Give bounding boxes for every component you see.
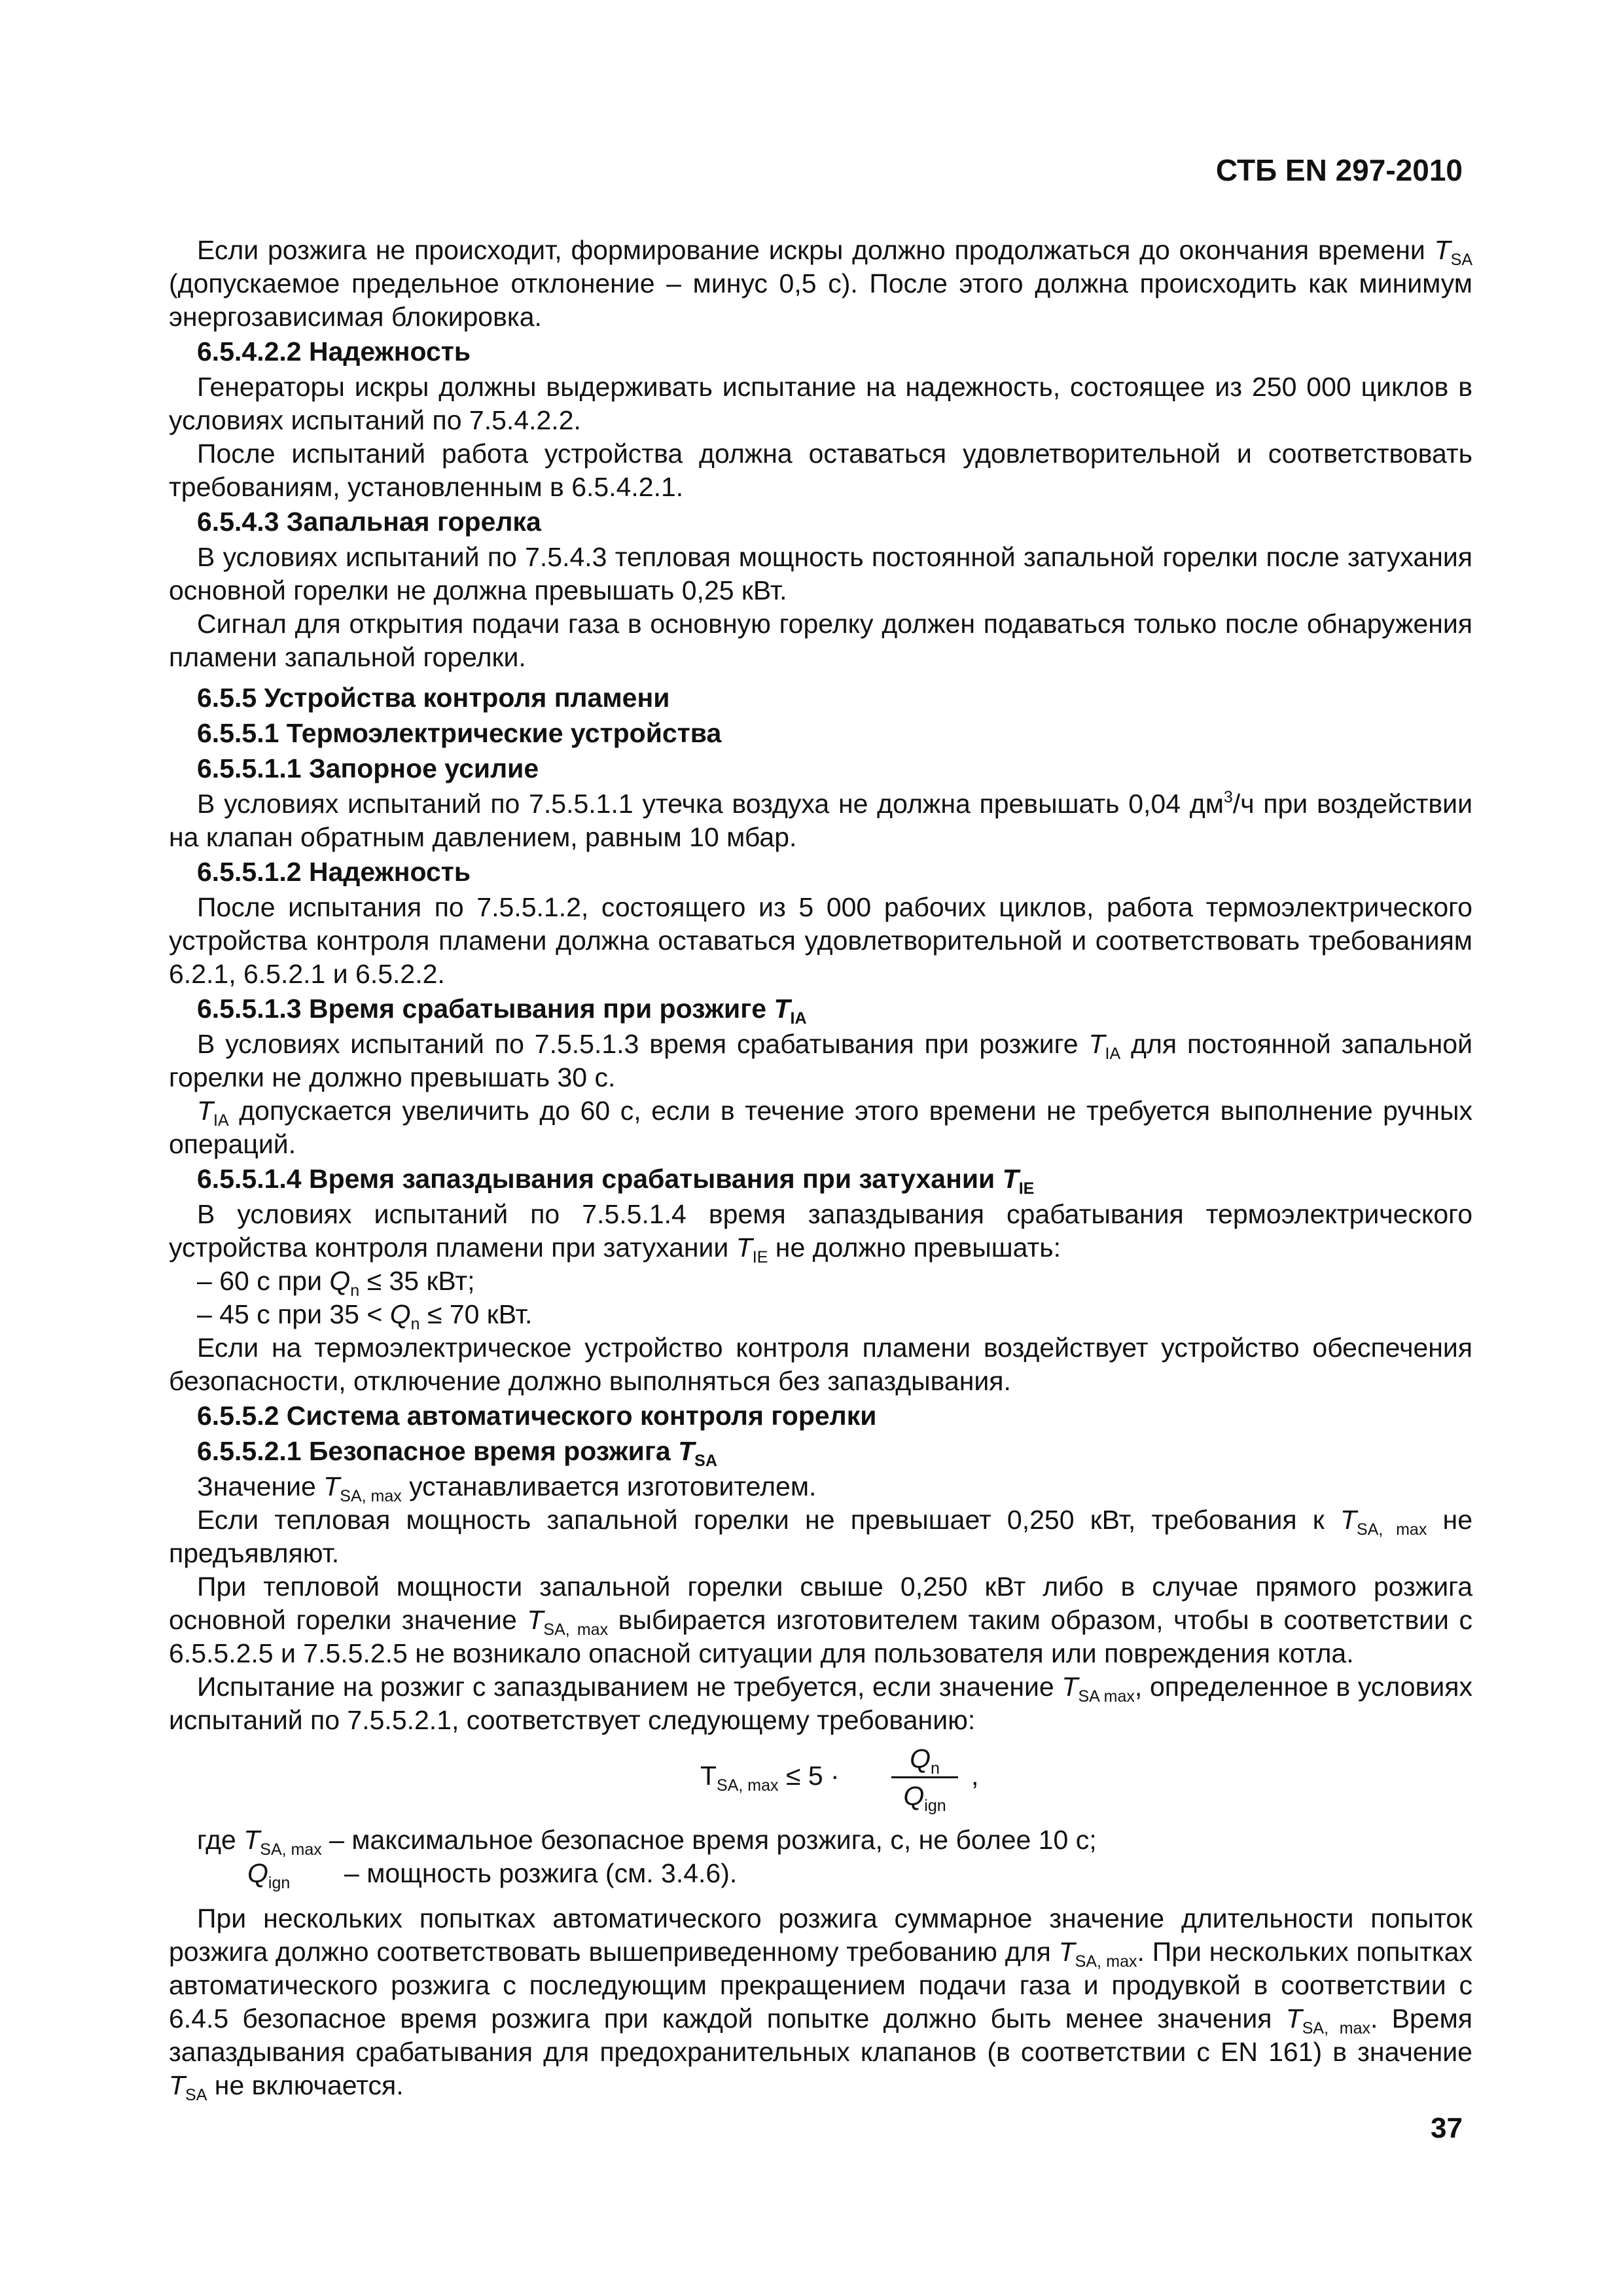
paragraph: После испытания по 7.5.5.1.2, состоящего из 5 000 рабочих циклов, работа термоэлектрического устройства контроля пламени должна оставаться удовлетворительной и соответствовать требованиям 6.2.1, 6.5.2.1 и 6.5.2.2.	[169, 892, 1472, 989]
fraction-denominator: $Q_{ign}$	[903, 1781, 946, 1815]
paragraph: Значение $T_{SA, max}$ устанавливается изготовителем.	[197, 1471, 817, 1505]
section-heading: 6.5.5.1.4 Время запаздывания срабатывания при затухании $T_{IE}$	[197, 1164, 1035, 1198]
paragraph: Если тепловая мощность запальной горелки не превышает 0,250 кВт, требования к $T_{SA, max}$ не предъявляют.	[169, 1505, 1472, 1568]
formula-fraction	[889, 1742, 961, 1815]
paragraph: В условиях испытаний по 7.5.4.3 тепловая мощность постоянной запальной горелки после затухания основной горелки не должна превышать 0,25 кВт.	[169, 542, 1472, 605]
legend-line-qign: – мощность розжига (см. 3.4.6).	[344, 1858, 738, 1888]
paragraph: В условиях испытаний по 7.5.5.1.4 время запаздывания срабатывания термоэлектрического устройства контроля пламени при затухании $T_{IE}$ не должно превышать:	[169, 1199, 1472, 1266]
page-number: 37	[1431, 2112, 1463, 2144]
paragraph: В условиях испытаний по 7.5.5.1.1 утечка воздуха не должна превышать 0,04 $дм^3/ч$ при воздействии на клапан обратным давлением, равным 10 мбар.	[169, 788, 1472, 852]
safety-time-formula	[169, 1740, 1472, 1820]
list-item: – 45 с при $35 < Q_n \le 70$ кВт.	[197, 1299, 533, 1333]
section-heading: 6.5.5.1.2 Надежность	[197, 857, 471, 887]
page-body	[169, 234, 1472, 2102]
list-item: – 60 с при $Q_n \le 35$ кВт;	[197, 1266, 475, 1300]
section-heading: 6.5.5.1.1 Запорное усилие	[197, 753, 539, 783]
paragraph: При тепловой мощности запальной горелки свыше 0,250 кВт либо в случае прямого розжига основной горелки значение $T_{SA, max}$ выбирается изготовителем таким образом, чтобы в соответствии с 6.5.5.2.5 и 7.5.5.2.5 не возникало опасной ситуации для пользователя или повреждения котла.	[169, 1571, 1472, 1668]
section-heading: 6.5.5.1 Термоэлектрические устройства	[197, 718, 722, 748]
paragraph: Если розжига не происходит, формирование искры должно продолжаться до окончания времени $T_{SA}$ (допускаемое предельное отклонение – минус 0,5 с). После этого должна происходить как минимум энергозависимая блокировка.	[169, 235, 1472, 332]
paragraph: При нескольких попытках автоматического розжига суммарное значение длительности попыток розжига должно соответствовать вышеприведенному требованию для $T_{SA, max}$. При нескольких попытках автоматического розжига с последующим прекращением подачи газа и продувкой в соответствии с 6.4.5 безопасное время розжига при каждой попытке должно быть менее значения $T_{SA, max}$. Время запаздывания срабатывания для предохранительных клапанов (в соответствии с EN 161) в значение $T_{SA}$ не включается.	[169, 1903, 1472, 2104]
formula-comma: ,	[971, 1761, 979, 1791]
formula-legend	[169, 1823, 1472, 1890]
formula-left-side: $T_{SA, max} \le 5$ ·	[700, 1761, 840, 1795]
section-heading: 6.5.5 Устройства контроля пламени	[197, 683, 670, 713]
fraction-bar	[891, 1776, 958, 1778]
paragraph: Генераторы искры должны выдерживать испытание на надежность, состоящее из 250 000 циклов в условиях испытаний по 7.5.4.2.2.	[169, 372, 1472, 435]
section-heading: 6.5.4.2.2 Надежность	[197, 336, 471, 367]
paragraph: Сигнал для открытия подачи газа в основную горелку должен подаваться только после обнаружения пламени запальной горелки.	[169, 609, 1472, 672]
paragraph: После испытаний работа устройства должна оставаться удовлетворительной и соответствовать требованиям, установленным в 6.5.4.2.1.	[169, 439, 1472, 502]
paragraph: Испытание на розжиг с запаздыванием не требуется, если значение $T_{SA max}$, определенное в условиях испытаний по 7.5.5.2.1, соответствует следующему требованию:	[169, 1672, 1472, 1735]
fraction-numerator: $Q_n$	[910, 1744, 940, 1778]
section-heading: 6.5.5.1.3 Время срабатывания при розжиге $T_{IA}$	[197, 994, 807, 1028]
standard-designation: СТБ EN 297-2010	[1215, 153, 1463, 187]
section-heading: 6.5.5.2.1 Безопасное время розжига $T_{SA}$	[197, 1436, 717, 1470]
legend-line-tsa: где $T_{SA, max}$ – максимальное безопасное время розжига, с, не более 10 с;	[197, 1825, 1097, 1859]
section-heading: 6.5.4.3 Запальная горелка	[197, 507, 541, 537]
legend-symbol-qign: $Q_{ign}$	[247, 1858, 291, 1892]
section-heading: 6.5.5.2 Система автоматического контроля горелки	[197, 1401, 877, 1431]
paragraph: Если на термоэлектрическое устройство контроля пламени воздействует устройство обеспечения безопасности, отключение должно выполняться без запаздывания.	[169, 1333, 1472, 1396]
paragraph: $T_{IA}$ допускается увеличить до 60 с, если в течение этого времени не требуется выполнение ручных операций.	[169, 1096, 1472, 1159]
paragraph: В условиях испытаний по 7.5.5.1.3 время срабатывания при розжиге $T_{IA}$ для постоянной запальной горелки не должно превышать 30 с.	[169, 1029, 1472, 1092]
